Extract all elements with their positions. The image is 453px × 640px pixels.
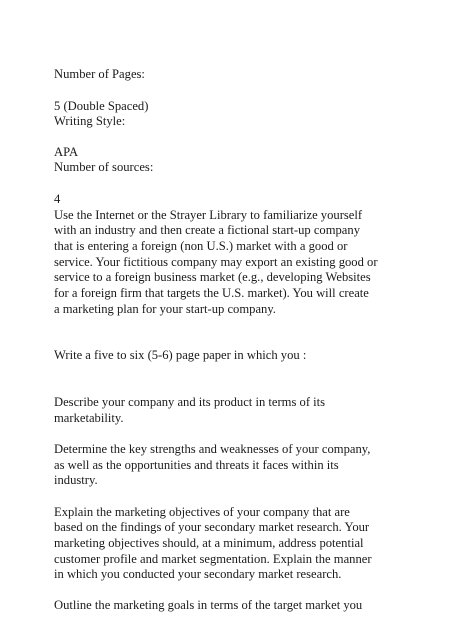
text-line: as well as the opportunities and threats it faces within its xyxy=(54,458,339,472)
text-line: a marketing plan for your start-up company. xyxy=(54,302,276,316)
text-line: Writing Style: xyxy=(54,114,126,128)
text-line: Number of Pages: xyxy=(54,67,145,81)
text-line: marketing objectives should, at a minimum, address potential xyxy=(54,536,364,550)
text-line: 4 xyxy=(54,192,61,206)
text-line: Number of sources: xyxy=(54,160,154,174)
text-line: based on the findings of your secondary market research. Your xyxy=(54,520,370,534)
text-line: Determine the key strengths and weaknesses of your company, xyxy=(54,442,371,456)
text-line: APA xyxy=(54,145,79,159)
text-line: with an industry and then create a fictional start-up company xyxy=(54,223,360,237)
text-line: service. Your fictitious company may export an existing good or xyxy=(54,255,378,269)
text-line: that is entering a foreign (non U.S.) market with a good or xyxy=(54,239,348,253)
text-line: service to a foreign business market (e.g., developing Websites xyxy=(54,270,371,284)
text-line: Write a five to six (5-6) page paper in which you : xyxy=(54,348,307,362)
text-line: Use the Internet or the Strayer Library to familiarize yourself xyxy=(54,208,363,222)
text-line: customer profile and market segmentation. Explain the manner xyxy=(54,552,372,566)
text-line: marketability. xyxy=(54,411,124,425)
text-line: for a foreign firm that targets the U.S. market). You will create xyxy=(54,286,369,300)
text-line: 5 (Double Spaced) xyxy=(54,99,149,113)
text-line: Outline the marketing goals in terms of the target market you xyxy=(54,598,363,612)
text-line: Explain the marketing objectives of your company that are xyxy=(54,505,350,519)
text-line: in which you conducted your secondary market research. xyxy=(54,567,342,581)
text-line: industry. xyxy=(54,473,98,487)
text-line: Describe your company and its product in terms of its xyxy=(54,395,326,409)
